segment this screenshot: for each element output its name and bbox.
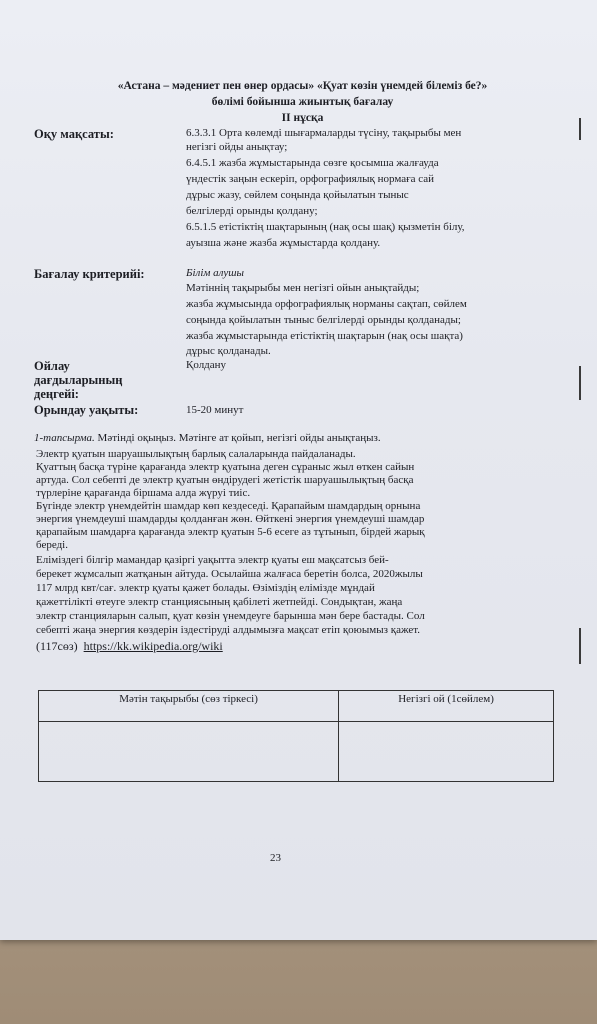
edge-mark bbox=[579, 628, 581, 664]
task-instruction-text: Мәтінді оқыңыз. Мәтінге ат қойып, негізгі ойды анықтаңыз. bbox=[94, 432, 381, 444]
edge-mark bbox=[579, 118, 581, 140]
source-link[interactable]: https://kk.wikipedia.org/wiki bbox=[83, 639, 223, 653]
criteria-line: дұрыс қолданады. bbox=[186, 345, 271, 357]
criteria-line: Мәтіннің тақырыбы мен негізгі ойын анықтайды; bbox=[186, 282, 420, 294]
text-line: Еліміздегі білгір мамандар қазіргі уақытта электр қуаты еш мақсатсыз бей- bbox=[36, 554, 389, 566]
thinking-label: Ойлау bbox=[34, 359, 70, 373]
goal-line: үндестік заңын ескеріп, орфографиялық нормаға сай bbox=[186, 173, 435, 185]
goal-line: негізгі ойды анықтау; bbox=[186, 141, 288, 153]
text-line: артуда. Сол себепті де электр қуатын өндірудегі жетістік шаруашылықтың басқа bbox=[36, 474, 414, 486]
goal-line: дұрыс жазу, сөйлем соңында қойылатын тыныс bbox=[186, 189, 409, 201]
goal-line: 6.3.3.1 Орта көлемді шығармаларды түсіну, тақырыбы мен bbox=[186, 127, 462, 139]
goal-line: 6.4.5.1 жазба жұмыстарында сөзге қосымша жалғауда bbox=[186, 157, 439, 169]
task-number: 1-тапсырма. bbox=[34, 432, 95, 444]
time-label: Орындау уақыты: bbox=[34, 403, 139, 417]
time-value: 15-20 минут bbox=[186, 404, 244, 416]
thinking-value: Қолдану bbox=[186, 359, 227, 371]
criteria-intro: Білім алушы bbox=[186, 267, 244, 279]
table-header-topic: Мәтін тақырыбы (сөз тіркесі) bbox=[39, 691, 339, 722]
text-line: береді. bbox=[36, 539, 68, 551]
thinking-label: деңгейі: bbox=[34, 387, 79, 401]
goal-line: 6.5.1.5 етістіктің шақтарының (нақ осы шақ) қызметін білу, bbox=[186, 221, 465, 233]
variant-label: II нұсқа bbox=[281, 112, 324, 124]
criteria-line: жазба жұмыстарында етістіктің шақтарын (нақ осы шақта) bbox=[186, 330, 463, 342]
word-count: (117сөз) bbox=[36, 639, 78, 653]
text-line: берекет жұмсалып жатқанын айтуда. Осылайша жалғаса беретін болса, 2020жылы bbox=[36, 568, 423, 580]
text-line: Бүгінде электр үнемдейтін шамдар көп кездеседі. Қарапайым шамдардың орнына bbox=[36, 500, 421, 512]
title-line-1: «Астана – мәдениет пен өнер ордасы» «Қуат көзін үнемдей білеміз бе?» bbox=[117, 80, 488, 92]
criteria-line: соңында қойылатын тыныс белгілерді орынды қолданады; bbox=[186, 314, 461, 326]
answer-cell-main-idea[interactable] bbox=[339, 722, 554, 782]
criteria-line: жазба жұмысында орфографиялық норманы сақтап, сөйлем bbox=[186, 298, 467, 310]
text-line: түрлеріне қарағанда біршама алда жүруі тиіс. bbox=[36, 487, 251, 499]
thinking-label: дағдыларының bbox=[34, 373, 123, 387]
answer-table bbox=[38, 690, 554, 782]
answer-cell-topic[interactable] bbox=[39, 722, 339, 782]
text-line: себепті жаңа энергия көздерін іздестіруді алдымызға мақсат етіп қоюымыз қажет. bbox=[36, 624, 421, 636]
goal-line: белгілерді орынды қолдану; bbox=[186, 205, 318, 217]
text-line: электр станцияларын салып, қуат көзін үнемдеуге барынша мән бере бастады. Сол bbox=[36, 610, 425, 622]
goal-line: ауызша және жазба жұмыстарда қолдану. bbox=[186, 237, 381, 249]
criteria-label: Бағалау критерийі: bbox=[34, 267, 145, 281]
text-line: Электр қуатын шаруашылықтың барлық салаларында пайдаланады. bbox=[36, 448, 356, 460]
table-header-main-idea: Негізгі ой (1сөйлем) bbox=[339, 691, 554, 722]
text-line: Қуаттың басқа түріне қарағанда электр қуатына деген сұраныс жыл өткен сайын bbox=[36, 461, 415, 473]
text-line: қажеттілікті өтеуге электр станциясының қабілеті жетпейді. Сондықтан, жаңа bbox=[36, 596, 403, 608]
edge-mark bbox=[579, 366, 581, 400]
source-line bbox=[36, 640, 223, 653]
page-number: 23 bbox=[270, 852, 281, 864]
text-line: қарапайым шамдарға қарағанда электр қуатын 5-6 есеге аз тұтынып, бірдей жарық bbox=[36, 526, 425, 538]
text-line: 117 млрд квт/сағ. электр қуаты қажет болады. Өзіміздің елімізде мұндай bbox=[36, 582, 375, 594]
goal-label: Оқу мақсаты: bbox=[34, 127, 114, 141]
task-instruction bbox=[34, 432, 381, 445]
title-line-2: бөлімі бойынша жиынтық бағалау bbox=[211, 96, 394, 108]
text-line: энергия үнемдеуші шамдарды қолданған жөн. Өйткені энергия үнемдеуші шамдар bbox=[36, 513, 425, 525]
